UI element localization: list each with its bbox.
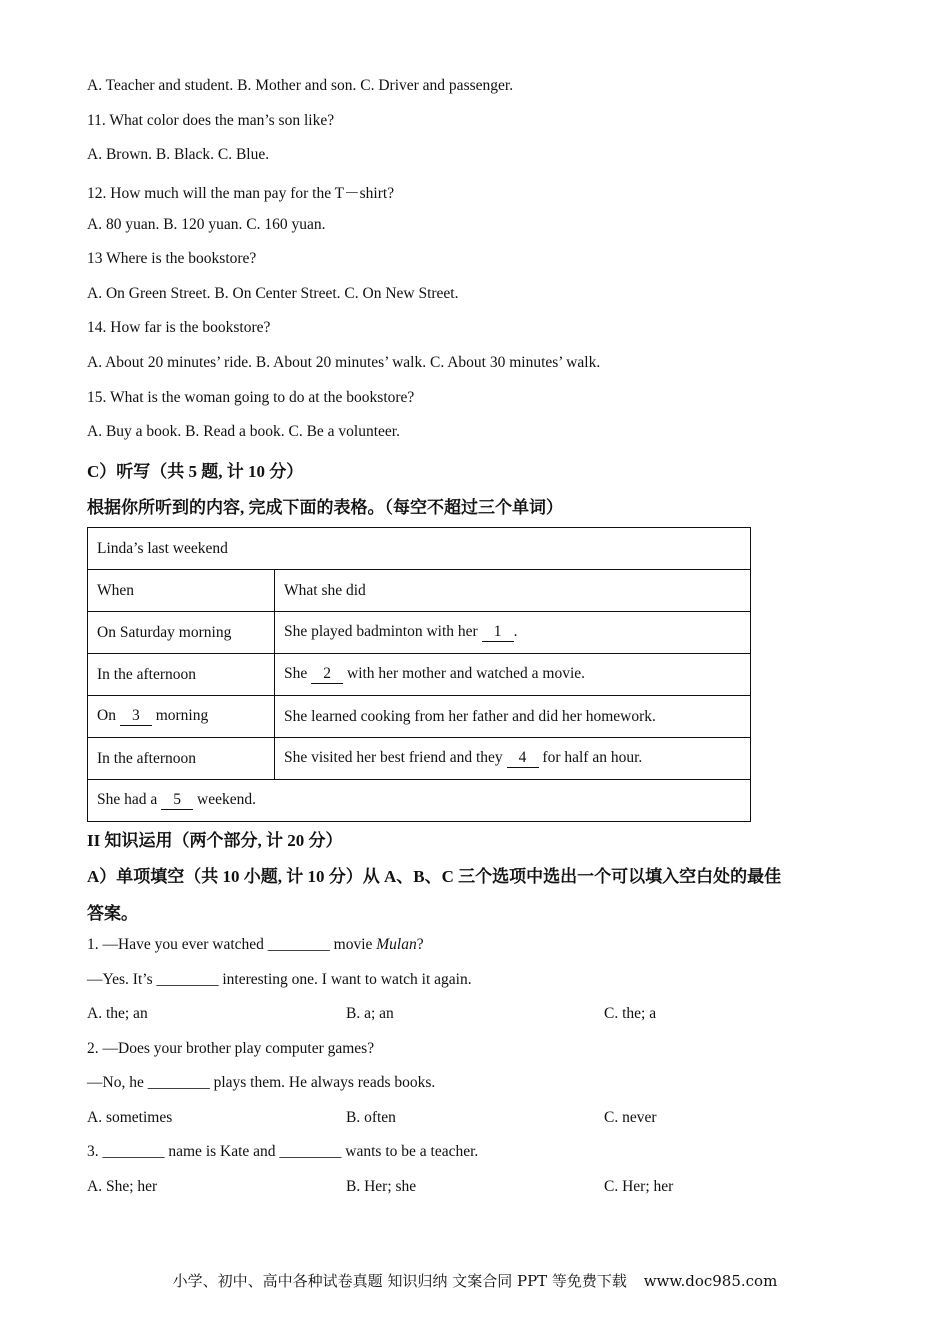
row3-when: [88, 696, 275, 738]
footer-link[interactable]: www.doc985.com: [643, 1272, 778, 1290]
row4-text: She visited her best friend and they: [284, 749, 507, 767]
row4-what: [275, 738, 751, 780]
table-row: [88, 696, 751, 738]
question-13-options: A. On Green Street. B. On Center Street. C. On New Street.: [87, 285, 459, 302]
section-c-instruction: 根据你所听到的内容, 完成下面的表格。（每空不超过三个单词）: [87, 498, 563, 517]
question-12-options: A. 80 yuan. B. 120 yuan. C. 160 yuan.: [87, 216, 326, 233]
blank-5: 5: [161, 791, 193, 809]
row5-summary: [88, 780, 751, 822]
mc-q3-option-c: C. Her; her: [604, 1178, 674, 1195]
row1-what: [275, 612, 751, 654]
row4-when: In the afternoon: [88, 738, 275, 780]
table-title: Linda’s last weekend: [88, 528, 751, 570]
column-header-when: When: [88, 570, 275, 612]
question-15: 15. What is the woman going to do at the bookstore?: [87, 389, 415, 406]
mc-q3-option-b: B. Her; she: [346, 1178, 417, 1195]
section-ii-heading: II 知识运用（两个部分, 计 20 分）: [87, 831, 343, 850]
section-ii-a-instruction-cont: 答案。: [87, 904, 138, 923]
blank-3: 3: [120, 707, 152, 725]
row2-text-end: with her mother and watched a movie.: [343, 665, 586, 683]
question-14-options: A. About 20 minutes’ ride. B. About 20 minutes’ walk. C. About 30 minutes’ walk.: [87, 354, 601, 371]
row2-text: She: [284, 665, 312, 683]
row2-when: In the afternoon: [88, 654, 275, 696]
section-c-heading: C）听写（共 5 题, 计 10 分）: [87, 462, 304, 481]
row1-text: She played badminton with her: [284, 623, 482, 641]
row5-text-end: weekend.: [193, 791, 256, 809]
mc-q2-option-b: B. often: [346, 1109, 396, 1126]
mc-question-2: 2. —Does your brother play computer games?: [87, 1040, 375, 1057]
table-row: [88, 612, 751, 654]
table-row: [88, 654, 751, 696]
table-row: [88, 780, 751, 822]
mc-q1-option-c: C. the; a: [604, 1005, 657, 1022]
row3-when-text-end: morning: [151, 707, 209, 725]
question-12: 12. How much will the man pay for the T－shirt?: [87, 185, 395, 202]
table-row: [88, 738, 751, 780]
section-ii-a-instruction: A）单项填空（共 10 小题, 计 10 分）从 A、B、C 三个选项中选出一个可以填入空白处的最佳: [87, 867, 782, 886]
mc-q2-option-c: C. never: [604, 1109, 657, 1126]
line-10-options: A. Teacher and student. B. Mother and son. C. Driver and passenger.: [87, 77, 514, 94]
question-11: 11. What color does the man’s son like?: [87, 112, 335, 129]
row1-when: On Saturday morning: [88, 612, 275, 654]
row2-what: [275, 654, 751, 696]
mc-q1-end: ?: [416, 936, 424, 953]
row3-when-text: On: [97, 707, 120, 725]
question-15-options: A. Buy a book. B. Read a book. C. Be a volunteer.: [87, 423, 400, 440]
blank-2: 2: [311, 665, 343, 683]
row1-text-end: .: [513, 623, 518, 641]
mc-question-2-line2: —No, he ________ plays them. He always reads books.: [87, 1074, 436, 1091]
mc-q3-option-a: A. She; her: [87, 1178, 158, 1195]
table-row: [88, 528, 751, 570]
row5-text: She had a: [97, 791, 162, 809]
row4-text-end: for half an hour.: [538, 749, 643, 767]
mc-q1-text: 1. —Have you ever watched ________ movie: [87, 936, 377, 953]
blank-1: 1: [482, 623, 514, 641]
mc-question-1-line2: —Yes. It’s ________ interesting one. I want to watch it again.: [87, 971, 472, 988]
row3-what: She learned cooking from her father and did her homework.: [275, 696, 751, 738]
mc-q1-option-b: B. a; an: [346, 1005, 394, 1022]
mc-q2-option-a: A. sometimes: [87, 1109, 173, 1126]
page-footer: [0, 1270, 950, 1291]
mc-question-3: 3. ________ name is Kate and ________ wants to be a teacher.: [87, 1143, 479, 1160]
table-row: [88, 570, 751, 612]
mc-question-1: [87, 936, 424, 954]
dictation-table: [87, 527, 751, 822]
column-header-what: What she did: [275, 570, 751, 612]
blank-4: 4: [507, 749, 539, 767]
movie-title: Mulan: [376, 936, 417, 953]
question-14: 14. How far is the bookstore?: [87, 319, 271, 336]
footer-text: 小学、初中、高中各种试卷真题 知识归纳 文案合同 PPT 等免费下载: [172, 1272, 627, 1290]
mc-q1-option-a: A. the; an: [87, 1005, 148, 1022]
question-11-options: A. Brown. B. Black. C. Blue.: [87, 146, 270, 163]
question-13: 13 Where is the bookstore?: [87, 250, 257, 267]
